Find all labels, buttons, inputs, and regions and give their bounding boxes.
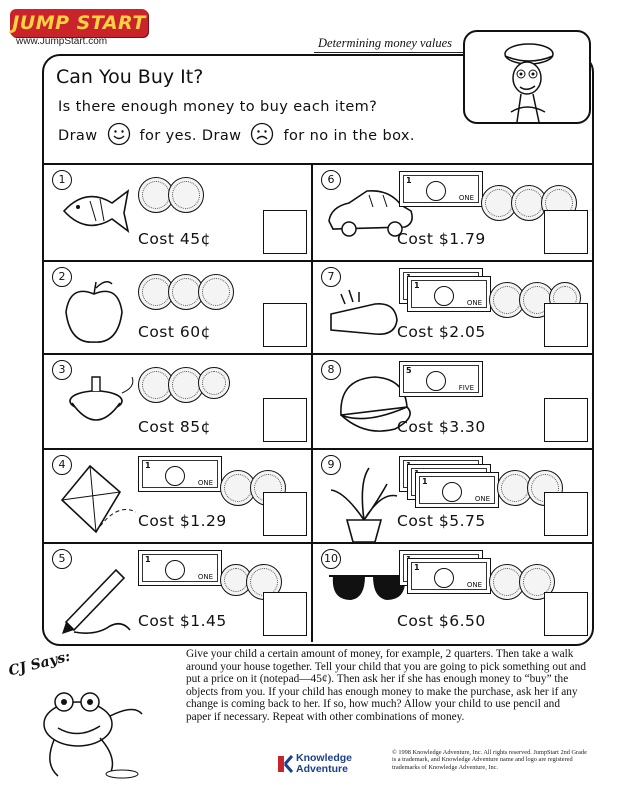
answer-box[interactable] bbox=[263, 492, 307, 536]
item-number: 5 bbox=[52, 549, 72, 569]
item-number: 4 bbox=[52, 455, 72, 475]
site-url[interactable]: www.JumpStart.com bbox=[16, 36, 108, 47]
fish-icon bbox=[56, 177, 146, 259]
cj-frog-icon bbox=[14, 674, 164, 782]
item-number: 6 bbox=[321, 170, 341, 190]
money-group bbox=[138, 456, 257, 508]
item-number: 9 bbox=[321, 455, 341, 475]
money-group bbox=[138, 550, 257, 602]
item-cost: Cost 85¢ bbox=[138, 418, 211, 436]
character-box bbox=[463, 30, 591, 124]
bill-label: ONE bbox=[458, 194, 474, 202]
dollar-bill: 1 ONE bbox=[138, 550, 222, 586]
logo-wordmark: JUMP START bbox=[10, 9, 148, 37]
dollar-bill: 1 ONE bbox=[138, 456, 222, 492]
topic-underline bbox=[314, 52, 464, 53]
nickel-coin bbox=[198, 367, 230, 399]
worksheet-title: Can You Buy It? bbox=[56, 66, 204, 88]
answer-box[interactable] bbox=[544, 592, 588, 636]
item-cell-2 bbox=[42, 260, 311, 353]
item-cost: Cost $3.30 bbox=[397, 418, 486, 436]
pen-icon bbox=[56, 560, 146, 642]
item-number: 8 bbox=[321, 360, 341, 380]
item-cost: Cost $5.75 bbox=[397, 512, 486, 530]
character-illustration bbox=[465, 32, 589, 122]
item-cell-3 bbox=[42, 353, 311, 448]
item-number: 3 bbox=[52, 360, 72, 380]
item-cost: Cost $2.05 bbox=[397, 323, 486, 341]
item-number: 2 bbox=[52, 267, 72, 287]
answer-box[interactable] bbox=[263, 210, 307, 254]
money-group bbox=[138, 268, 257, 320]
item-cell-6 bbox=[311, 163, 592, 260]
instruction-yes: for yes. Draw bbox=[139, 128, 242, 144]
answer-box[interactable] bbox=[263, 398, 307, 442]
item-cost: Cost $6.50 bbox=[397, 612, 486, 630]
money-group bbox=[399, 171, 530, 223]
money-group bbox=[138, 361, 257, 413]
answer-box[interactable] bbox=[544, 398, 588, 442]
parent-tip-text: Give your child a certain amount of money, for example, 2 quarters. Then take a walk around your house together. Tell your child that you are going to pick something out and put a price on it (notepad—45¢). Then ask her if she has enough money to “buy” the objects from you. If your child has enough money to make the purchase, ask her if any change is coming back to her. If so, how much? Allow your child to use pencil and paper if necessary. Repeat with other combinations of money. bbox=[186, 648, 586, 723]
publisher-logo-text bbox=[296, 753, 352, 775]
cj-says-label: CJ Says: bbox=[7, 648, 73, 680]
knowledge-adventure-logo-icon bbox=[277, 754, 293, 774]
answer-box[interactable] bbox=[263, 303, 307, 347]
spinning-top-icon bbox=[56, 367, 146, 449]
five-dollar-bill: 5 FIVE bbox=[399, 361, 483, 397]
item-cost: Cost $1.79 bbox=[397, 230, 486, 248]
item-cell-9 bbox=[311, 448, 592, 542]
worksheet-topic: Determining money values bbox=[318, 36, 452, 50]
money-group bbox=[399, 361, 530, 413]
dollar-bill: 1 ONE bbox=[407, 558, 491, 594]
publisher-name-line-2: Adventure bbox=[296, 763, 348, 775]
jumpstart-logo[interactable] bbox=[6, 4, 146, 40]
money-group bbox=[399, 550, 530, 602]
bill-label: ONE bbox=[466, 299, 482, 307]
kite-icon bbox=[56, 462, 146, 544]
bill-label: ONE bbox=[197, 479, 213, 487]
item-cost: Cost 60¢ bbox=[138, 323, 211, 341]
quarter-coin bbox=[198, 274, 234, 310]
bill-label: FIVE bbox=[458, 384, 474, 392]
instruction-no: for no in the box. bbox=[283, 128, 415, 144]
instruction-line-1: Is there enough money to buy each item? bbox=[58, 99, 378, 115]
item-cell-4 bbox=[42, 448, 311, 542]
item-cost: Cost $1.45 bbox=[138, 612, 227, 630]
dollar-bill: 1 ONE bbox=[407, 276, 491, 312]
item-cell-8 bbox=[311, 353, 592, 448]
sad-face-icon bbox=[250, 122, 274, 150]
money-group bbox=[399, 456, 530, 508]
answer-box[interactable] bbox=[263, 592, 307, 636]
dollar-bill: 1 ONE bbox=[415, 472, 499, 508]
item-cost: Cost $1.29 bbox=[138, 512, 227, 530]
money-group bbox=[138, 171, 257, 223]
item-cost: Cost 45¢ bbox=[138, 230, 211, 248]
bill-label: ONE bbox=[466, 581, 482, 589]
item-number: 1 bbox=[52, 170, 72, 190]
apple-icon bbox=[56, 274, 146, 356]
item-number: 10 bbox=[321, 549, 341, 569]
item-number: 7 bbox=[321, 267, 341, 287]
bill-label: ONE bbox=[197, 573, 213, 581]
item-cell-1 bbox=[42, 163, 311, 260]
publisher-name-line-1: Knowledge bbox=[296, 752, 353, 764]
answer-box[interactable] bbox=[544, 492, 588, 536]
instruction-line-2 bbox=[58, 122, 415, 150]
item-cell-10 bbox=[311, 542, 592, 642]
item-cell-7 bbox=[311, 260, 592, 353]
instruction-draw: Draw bbox=[58, 128, 98, 144]
dollar-bill: 1 ONE bbox=[399, 171, 483, 207]
item-cell-5 bbox=[42, 542, 311, 642]
bill-label: ONE bbox=[474, 495, 490, 503]
money-group bbox=[399, 268, 530, 320]
happy-face-icon bbox=[107, 122, 131, 150]
quarter-coin bbox=[168, 177, 204, 213]
answer-box[interactable] bbox=[544, 303, 588, 347]
copyright-notice: © 1998 Knowledge Adventure, Inc. All rights reserved. JumpStart 2nd Grade is a trademark, and Knowledge Adventure name and logo are registered trademarks of Knowledge Adventure, Inc. bbox=[392, 749, 587, 771]
answer-box[interactable] bbox=[544, 210, 588, 254]
